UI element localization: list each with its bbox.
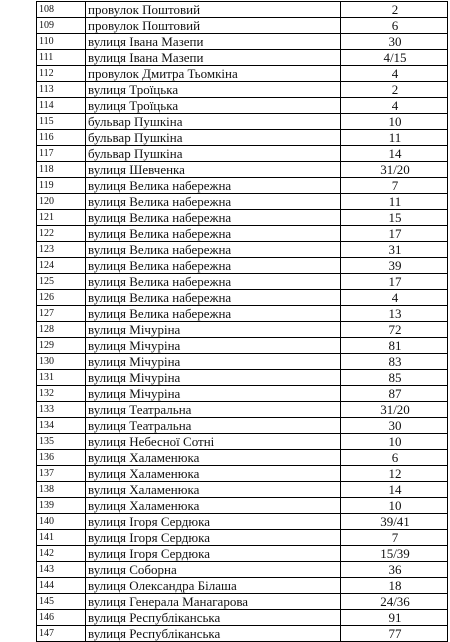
- house-number-cell: 72: [341, 322, 448, 338]
- table-row: [37, 34, 448, 50]
- row-number-cell: 142: [37, 546, 86, 562]
- house-number-cell: 91: [341, 610, 448, 626]
- table-row: [37, 418, 448, 434]
- house-number-cell: 10: [341, 434, 448, 450]
- table-row: [37, 2, 448, 18]
- table-row: [37, 450, 448, 466]
- row-number-cell: 139: [37, 498, 86, 514]
- house-number-cell: 24/36: [341, 594, 448, 610]
- row-number-cell: 141: [37, 530, 86, 546]
- house-number-cell: 11: [341, 194, 448, 210]
- street-name-cell: бульвар Пушкіна: [86, 146, 341, 162]
- house-number-cell: 83: [341, 354, 448, 370]
- house-number-cell: 30: [341, 34, 448, 50]
- table-row: [37, 130, 448, 146]
- street-name-cell: бульвар Пушкіна: [86, 114, 341, 130]
- table-row: [37, 194, 448, 210]
- house-number-cell: 31/20: [341, 162, 448, 178]
- street-name-cell: вулиця Театральна: [86, 402, 341, 418]
- house-number-cell: 4/15: [341, 50, 448, 66]
- street-name-cell: вулиця Велика набережна: [86, 274, 341, 290]
- row-number-cell: 122: [37, 226, 86, 242]
- street-name-cell: вулиця Івана Мазепи: [86, 50, 341, 66]
- street-name-cell: вулиця Велика набережна: [86, 226, 341, 242]
- table-row: [37, 610, 448, 626]
- table-row: [37, 210, 448, 226]
- table-row: [37, 50, 448, 66]
- table-row: [37, 562, 448, 578]
- row-number-cell: 131: [37, 370, 86, 386]
- street-name-cell: вулиця Мічуріна: [86, 386, 341, 402]
- row-number-cell: 145: [37, 594, 86, 610]
- table-row: [37, 178, 448, 194]
- street-name-cell: вулиця Ігоря Сердюка: [86, 514, 341, 530]
- house-number-cell: 85: [341, 370, 448, 386]
- street-name-cell: провулок Поштовий: [86, 2, 341, 18]
- house-number-cell: 14: [341, 146, 448, 162]
- row-number-cell: 135: [37, 434, 86, 450]
- row-number-cell: 115: [37, 114, 86, 130]
- address-table-body: [37, 2, 448, 642]
- street-name-cell: вулиця Небесної Сотні: [86, 434, 341, 450]
- street-name-cell: вулиця Троїцька: [86, 82, 341, 98]
- row-number-cell: 108: [37, 2, 86, 18]
- house-number-cell: 77: [341, 626, 448, 642]
- row-number-cell: 118: [37, 162, 86, 178]
- table-row: [37, 546, 448, 562]
- row-number-cell: 116: [37, 130, 86, 146]
- house-number-cell: 17: [341, 274, 448, 290]
- row-number-cell: 140: [37, 514, 86, 530]
- house-number-cell: 4: [341, 98, 448, 114]
- table-row: [37, 290, 448, 306]
- table-row: [37, 578, 448, 594]
- table-row: [37, 498, 448, 514]
- house-number-cell: 87: [341, 386, 448, 402]
- street-name-cell: вулиця Халаменюка: [86, 450, 341, 466]
- row-number-cell: 137: [37, 466, 86, 482]
- table-row: [37, 626, 448, 642]
- house-number-cell: 15: [341, 210, 448, 226]
- street-name-cell: вулиця Шевченка: [86, 162, 341, 178]
- house-number-cell: 4: [341, 290, 448, 306]
- street-name-cell: вулиця Халаменюка: [86, 482, 341, 498]
- row-number-cell: 124: [37, 258, 86, 274]
- row-number-cell: 129: [37, 338, 86, 354]
- table-row: [37, 242, 448, 258]
- street-name-cell: вулиця Соборна: [86, 562, 341, 578]
- street-name-cell: вулиця Велика набережна: [86, 194, 341, 210]
- table-row: [37, 82, 448, 98]
- street-name-cell: провулок Дмитра Тьомкіна: [86, 66, 341, 82]
- street-name-cell: вулиця Театральна: [86, 418, 341, 434]
- row-number-cell: 114: [37, 98, 86, 114]
- table-row: [37, 514, 448, 530]
- row-number-cell: 134: [37, 418, 86, 434]
- house-number-cell: 2: [341, 2, 448, 18]
- street-name-cell: вулиця Велика набережна: [86, 210, 341, 226]
- table-row: [37, 386, 448, 402]
- house-number-cell: 31: [341, 242, 448, 258]
- row-number-cell: 117: [37, 146, 86, 162]
- table-row: [37, 354, 448, 370]
- house-number-cell: 10: [341, 114, 448, 130]
- street-name-cell: вулиця Халаменюка: [86, 466, 341, 482]
- table-row: [37, 402, 448, 418]
- house-number-cell: 15/39: [341, 546, 448, 562]
- house-number-cell: 13: [341, 306, 448, 322]
- row-number-cell: 132: [37, 386, 86, 402]
- row-number-cell: 128: [37, 322, 86, 338]
- row-number-cell: 126: [37, 290, 86, 306]
- row-number-cell: 112: [37, 66, 86, 82]
- row-number-cell: 113: [37, 82, 86, 98]
- house-number-cell: 2: [341, 82, 448, 98]
- house-number-cell: 6: [341, 450, 448, 466]
- row-number-cell: 121: [37, 210, 86, 226]
- row-number-cell: 138: [37, 482, 86, 498]
- house-number-cell: 39: [341, 258, 448, 274]
- row-number-cell: 146: [37, 610, 86, 626]
- house-number-cell: 39/41: [341, 514, 448, 530]
- street-name-cell: вулиця Халаменюка: [86, 498, 341, 514]
- street-name-cell: вулиця Ігоря Сердюка: [86, 546, 341, 562]
- street-name-cell: вулиця Республіканська: [86, 626, 341, 642]
- house-number-cell: 31/20: [341, 402, 448, 418]
- table-row: [37, 274, 448, 290]
- table-row: [37, 482, 448, 498]
- house-number-cell: 11: [341, 130, 448, 146]
- street-name-cell: вулиця Олександра Білаша: [86, 578, 341, 594]
- row-number-cell: 120: [37, 194, 86, 210]
- house-number-cell: 4: [341, 66, 448, 82]
- row-number-cell: 133: [37, 402, 86, 418]
- row-number-cell: 147: [37, 626, 86, 642]
- street-name-cell: вулиця Велика набережна: [86, 258, 341, 274]
- row-number-cell: 109: [37, 18, 86, 34]
- street-name-cell: вулиця Республіканська: [86, 610, 341, 626]
- table-row: [37, 226, 448, 242]
- street-name-cell: вулиця Мічуріна: [86, 322, 341, 338]
- address-table: [36, 1, 448, 642]
- house-number-cell: 36: [341, 562, 448, 578]
- table-row: [37, 114, 448, 130]
- table-row: [37, 162, 448, 178]
- table-row: [37, 258, 448, 274]
- table-row: [37, 18, 448, 34]
- house-number-cell: 10: [341, 498, 448, 514]
- street-name-cell: провулок Поштовий: [86, 18, 341, 34]
- house-number-cell: 7: [341, 178, 448, 194]
- table-row: [37, 434, 448, 450]
- house-number-cell: 6: [341, 18, 448, 34]
- table-row: [37, 146, 448, 162]
- street-name-cell: вулиця Ігоря Сердюка: [86, 530, 341, 546]
- row-number-cell: 130: [37, 354, 86, 370]
- table-row: [37, 66, 448, 82]
- house-number-cell: 14: [341, 482, 448, 498]
- row-number-cell: 123: [37, 242, 86, 258]
- street-name-cell: вулиця Мічуріна: [86, 354, 341, 370]
- table-row: [37, 322, 448, 338]
- street-name-cell: вулиця Генерала Манагарова: [86, 594, 341, 610]
- street-name-cell: вулиця Мічуріна: [86, 338, 341, 354]
- street-name-cell: вулиця Велика набережна: [86, 306, 341, 322]
- street-name-cell: вулиця Велика набережна: [86, 290, 341, 306]
- street-name-cell: вулиця Велика набережна: [86, 242, 341, 258]
- table-row: [37, 594, 448, 610]
- row-number-cell: 119: [37, 178, 86, 194]
- row-number-cell: 111: [37, 50, 86, 66]
- house-number-cell: 7: [341, 530, 448, 546]
- table-row: [37, 338, 448, 354]
- table-row: [37, 466, 448, 482]
- row-number-cell: 144: [37, 578, 86, 594]
- house-number-cell: 12: [341, 466, 448, 482]
- street-name-cell: бульвар Пушкіна: [86, 130, 341, 146]
- house-number-cell: 17: [341, 226, 448, 242]
- row-number-cell: 143: [37, 562, 86, 578]
- street-name-cell: вулиця Мічуріна: [86, 370, 341, 386]
- row-number-cell: 110: [37, 34, 86, 50]
- row-number-cell: 125: [37, 274, 86, 290]
- table-row: [37, 98, 448, 114]
- table-row: [37, 306, 448, 322]
- street-name-cell: вулиця Велика набережна: [86, 178, 341, 194]
- house-number-cell: 18: [341, 578, 448, 594]
- row-number-cell: 127: [37, 306, 86, 322]
- street-name-cell: вулиця Троїцька: [86, 98, 341, 114]
- house-number-cell: 30: [341, 418, 448, 434]
- street-name-cell: вулиця Івана Мазепи: [86, 34, 341, 50]
- table-row: [37, 530, 448, 546]
- table-row: [37, 370, 448, 386]
- row-number-cell: 136: [37, 450, 86, 466]
- house-number-cell: 81: [341, 338, 448, 354]
